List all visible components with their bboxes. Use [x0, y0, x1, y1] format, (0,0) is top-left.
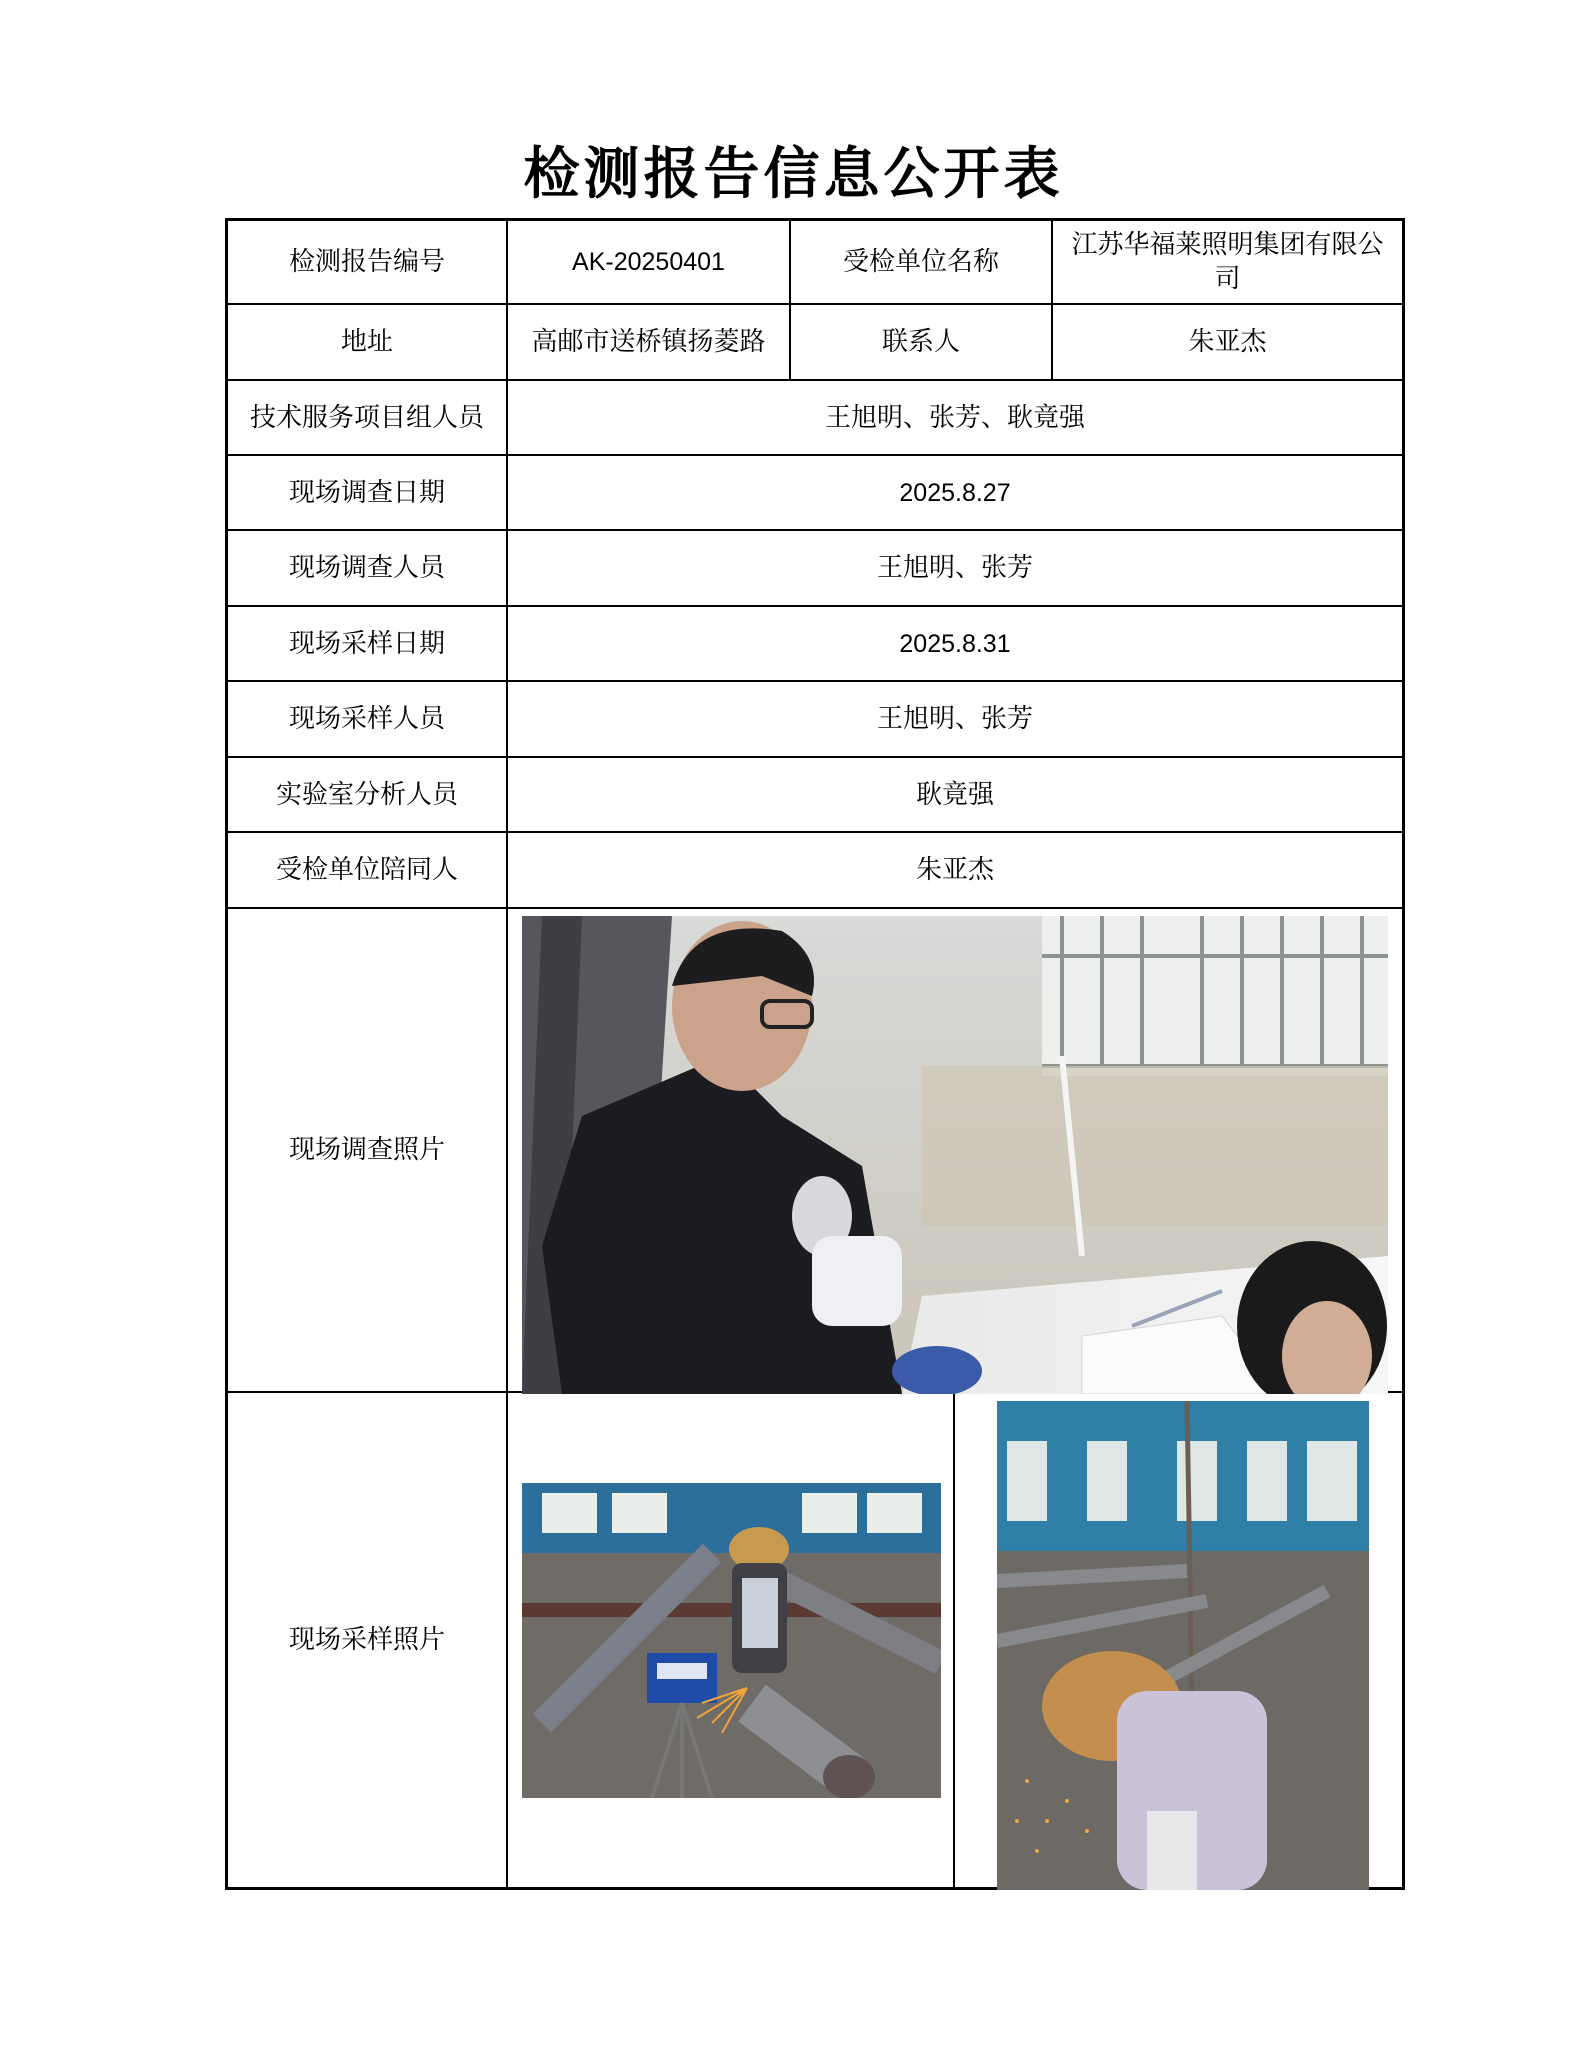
survey-photo — [522, 916, 1388, 1394]
unit-name-label: 受检单位名称 — [842, 247, 999, 277]
survey-date-label: 现场调查日期 — [288, 477, 445, 508]
sampling-photo-2 — [997, 1401, 1369, 1890]
sampling-staff-value: 王旭明、张芳 — [876, 704, 1033, 734]
contact-value: 朱亚杰 — [1188, 327, 1267, 357]
sampling-photo-label: 现场采样照片 — [288, 1625, 445, 1655]
survey-staff-value: 王旭明、张芳 — [876, 553, 1033, 583]
survey-staff-label: 现场调查人员 — [288, 553, 445, 583]
escort-label: 受检单位陪同人 — [275, 855, 458, 885]
sampling-staff-label: 现场采样人员 — [288, 704, 445, 734]
report-no-label: 检测报告编号 — [288, 247, 445, 277]
report-no-value: AK-20250401 — [572, 248, 725, 276]
escort-value: 朱亚杰 — [915, 855, 994, 885]
unit-name-value: 江苏华福莱照明集团有限公司 — [1071, 230, 1384, 294]
address-label: 地址 — [340, 327, 393, 357]
lab-staff-value: 耿竟强 — [915, 779, 994, 810]
info-table — [225, 218, 1405, 1890]
column-divider — [953, 1391, 955, 1889]
sampling-date-label: 现场采样日期 — [288, 628, 445, 659]
sampling-photo-1 — [522, 1483, 941, 1798]
survey-date-value: 2025.8.27 — [899, 478, 1011, 507]
page-title: 检测报告信息公开表 — [523, 141, 1064, 207]
sampling-date-value: 2025.8.31 — [899, 629, 1011, 658]
contact-label: 联系人 — [881, 327, 960, 357]
table-border-right — [1402, 218, 1405, 1890]
survey-photo-label: 现场调查照片 — [288, 1135, 445, 1165]
lab-staff-label: 实验室分析人员 — [275, 779, 458, 810]
team-value: 王旭明、张芳、耿竟强 — [824, 402, 1085, 433]
team-label: 技术服务项目组人员 — [249, 402, 484, 433]
address-value: 高邮市送桥镇扬菱路 — [531, 327, 766, 357]
